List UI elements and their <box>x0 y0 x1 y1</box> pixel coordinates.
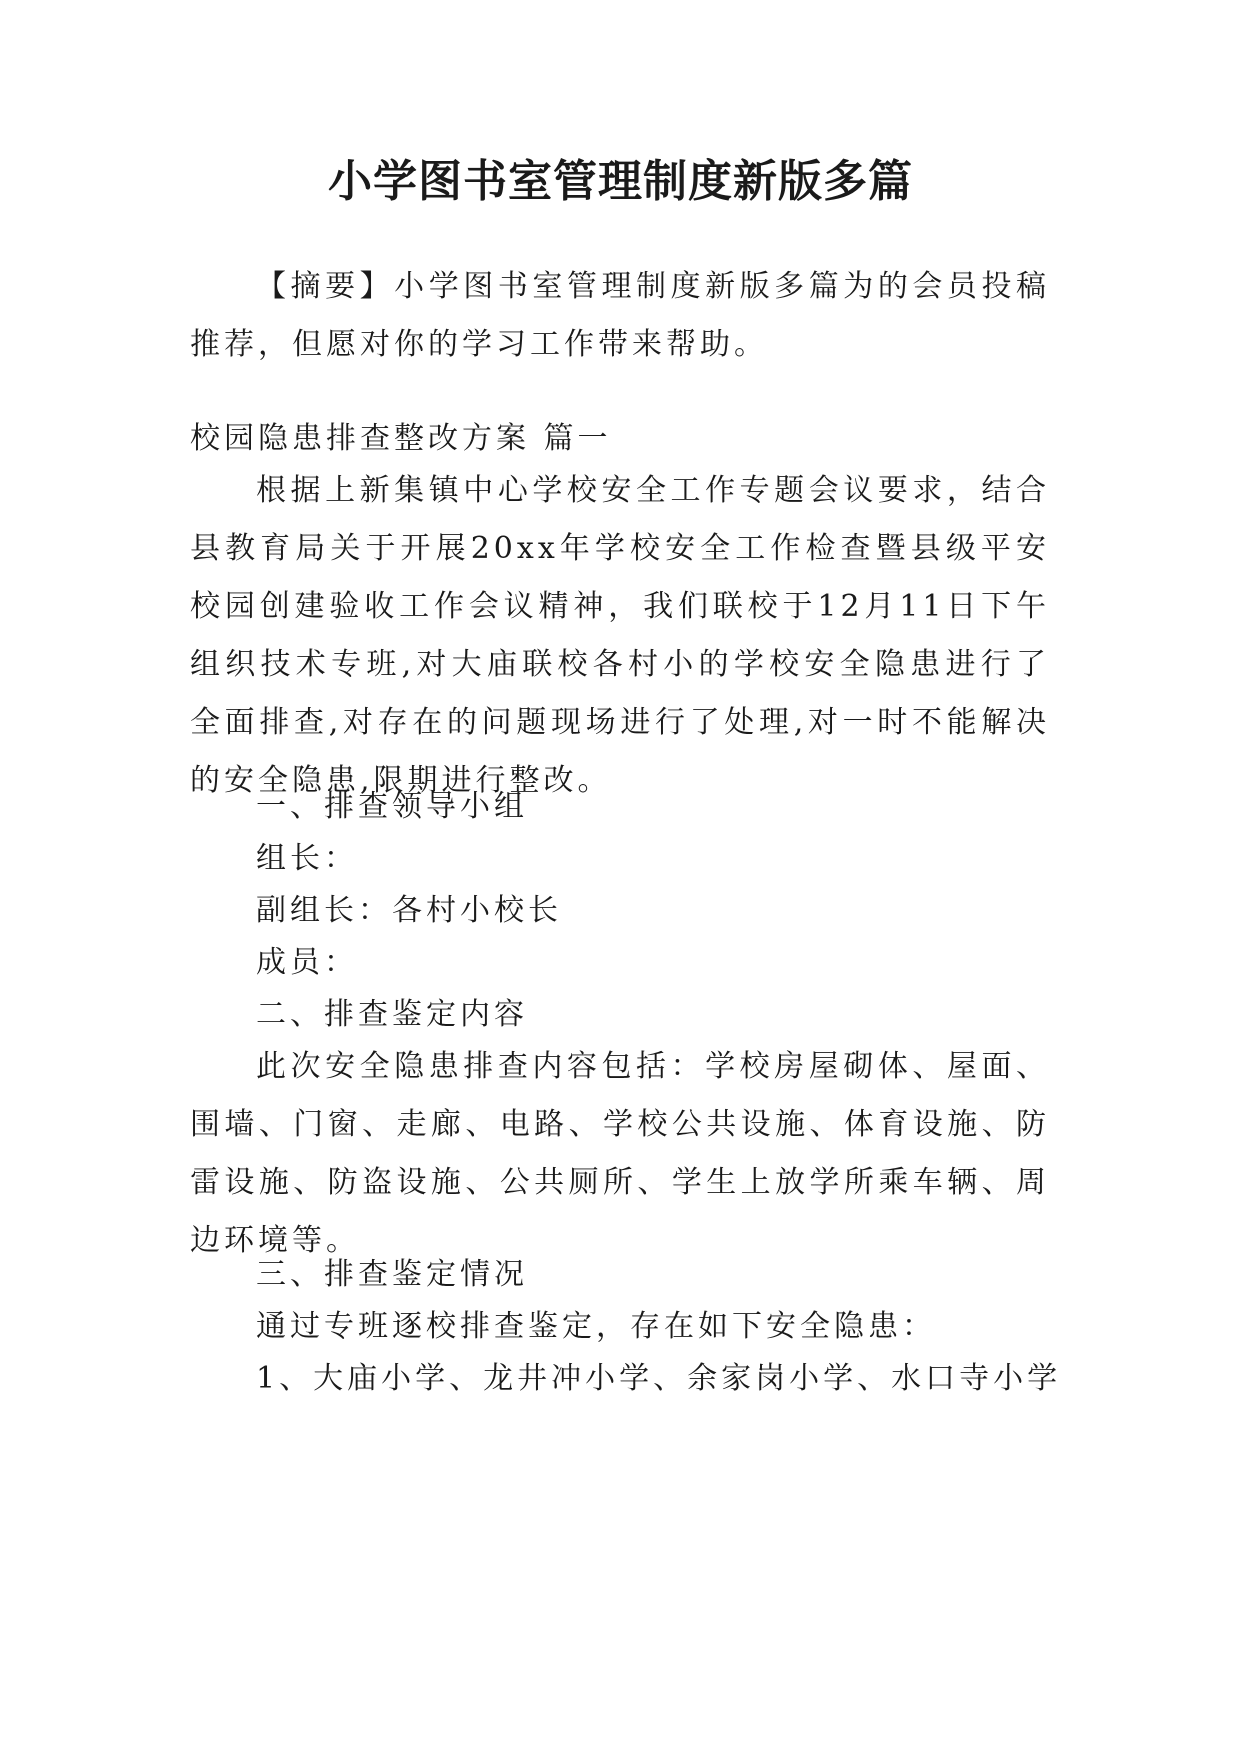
content-paragraph: 此次安全隐患排查内容包括：学校房屋砌体、屋面、围墙、门窗、走廊、电路、学校公共设施、体育设施、防雷设施、防盗设施、公共厕所、学生上放学所乘车辆、周边环境等。 <box>190 1049 1050 1258</box>
deputy-leader-line: 副组长：各村小校长 <box>256 893 562 928</box>
members-line: 成员： <box>256 945 358 980</box>
section-heading: 校园隐患排查整改方案 篇一 <box>190 421 612 456</box>
situation-intro: 通过专班逐校排查鉴定，存在如下安全隐患： <box>256 1309 936 1344</box>
list-item-1: 1、大庙小学、龙井冲小学、余家岗小学、水口寺小学 <box>256 1361 1062 1396</box>
item-2-heading: 二、排查鉴定内容 <box>256 997 528 1032</box>
item-3-heading: 三、排查鉴定情况 <box>256 1257 528 1292</box>
abstract-paragraph: 【摘要】小学图书室管理制度新版多篇为的会员投稿推荐，但愿对你的学习工作带来帮助。 <box>190 269 1050 362</box>
intro-paragraph: 根据上新集镇中心学校安全工作专题会议要求，结合县教育局关于开展20xx年学校安全工作检查暨县级平安校园创建验收工作会议精神，我们联校于12月11日下午组织技术专班,对大庙联校各村小的学校安全隐患进行了全面排查,对存在的问题现场进行了处理,对一时不能解决的安全隐患,限期进行整改。 <box>190 473 1050 798</box>
document-title: 小学图书室管理制度新版多篇 <box>328 156 913 207</box>
leader-line: 组长： <box>256 841 358 876</box>
item-1-heading: 一、排查领导小组 <box>256 789 528 824</box>
